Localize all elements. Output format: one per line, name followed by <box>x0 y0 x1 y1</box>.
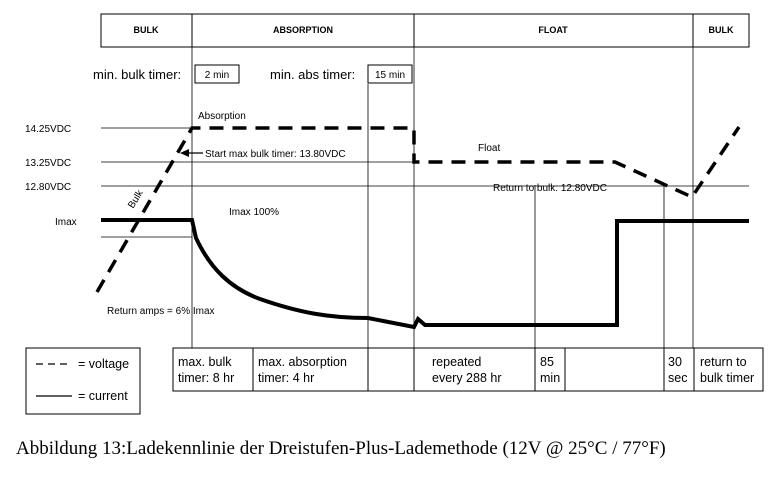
max-absorption-timer-line1: max. absorption <box>258 355 347 369</box>
box-85-line1: 85 <box>540 355 554 369</box>
phase-bulk-label: BULK <box>133 25 159 35</box>
min-abs-timer-label: min. abs timer: <box>270 67 356 82</box>
min-abs-timer-value: 15 min <box>374 70 406 81</box>
box-30-line1: 30 <box>668 355 682 369</box>
start-bulk-timer-annotation: Start max bulk timer: 13.80VDC <box>205 149 346 160</box>
level-1280-label: 12.80VDC <box>25 182 72 193</box>
float-annotation: Float <box>478 143 501 154</box>
return-amps-annotation: Return amps = 6% Imax <box>107 306 215 317</box>
level-1425-label: 14.25VDC <box>25 124 72 135</box>
absorption-annotation: Absorption <box>198 111 246 122</box>
figure-caption: Abbildung 13:Ladekennlinie der Dreistufen-Plus-Lademethode (12V @ 25°C / 77°F) <box>16 438 666 459</box>
max-bulk-timer-line2: timer: 8 hr <box>178 371 235 385</box>
phase-absorption-label: ABSORPTION <box>272 25 334 35</box>
voltage-curve <box>97 127 739 292</box>
return-bulk-timer-line2: bulk timer <box>700 371 755 385</box>
phase-float-label: FLOAT <box>538 25 568 35</box>
imax-percent-annotation: Imax 100% <box>229 207 280 218</box>
min-bulk-timer-value: 2 min <box>204 70 230 81</box>
repeated-line1: repeated <box>432 355 482 369</box>
box-30-line2: sec <box>668 371 688 385</box>
phase-bulk-return-label: BULK <box>708 25 734 35</box>
phase-header <box>101 14 749 47</box>
return-bulk-timer-line1: return to <box>700 355 747 369</box>
min-bulk-timer-label: min. bulk timer: <box>93 67 182 82</box>
max-absorption-timer-line2: timer: 4 hr <box>258 371 315 385</box>
start-bulk-timer-arrowhead <box>180 149 189 157</box>
legend-current-label: = current <box>78 389 128 403</box>
bulk-annotation: Bulk <box>126 188 146 211</box>
max-bulk-timer-line1: max. bulk <box>178 355 232 369</box>
level-imax-label: Imax <box>55 217 77 228</box>
box-85-line2: min <box>540 371 561 385</box>
level-1325-label: 13.25VDC <box>25 158 72 169</box>
repeated-line2: every 288 hr <box>432 371 502 385</box>
return-to-bulk-annotation: Return to bulk: 12.80VDC <box>493 183 607 194</box>
legend-voltage-label: = voltage <box>78 357 130 371</box>
